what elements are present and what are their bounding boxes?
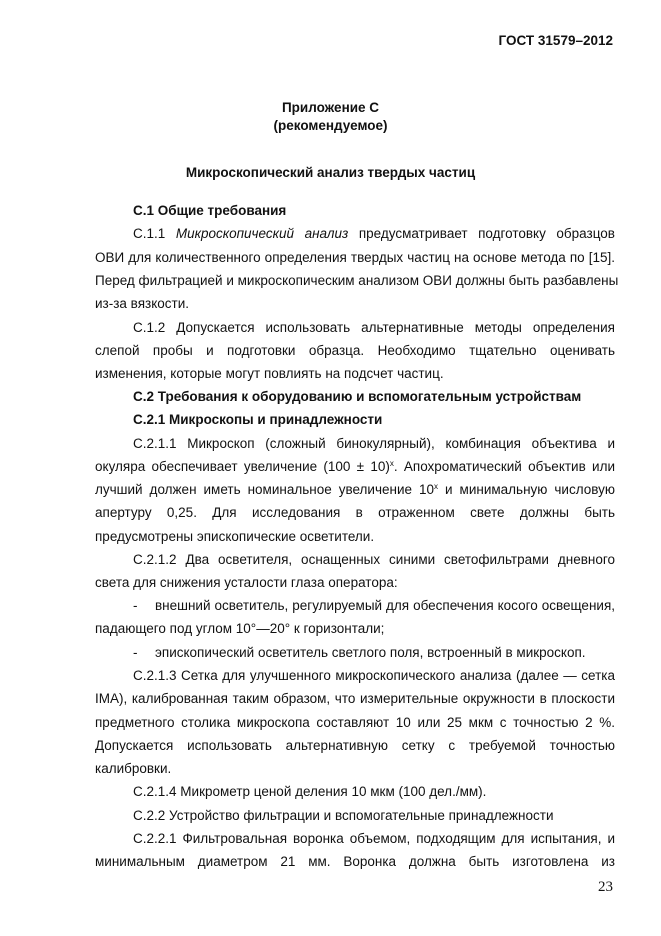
clause-number: С.1.1 [133, 226, 166, 241]
paragraph-c2-1-1-line-3 [95, 480, 615, 499]
paragraph-c2-1-3-line-4: Допускается использовать альтернативную сетку с требуемой точностью [95, 738, 615, 753]
superscript: х [434, 482, 439, 491]
text-run: предусматривает подготовку образцов [358, 226, 615, 241]
text-run: лучший должен иметь номинальное увеличение 10 [95, 482, 435, 497]
heading-c2: С.2 Требования к оборудованию и вспомогательным устройствам [133, 389, 582, 404]
paragraph-c1-2-line-3: изменения, которые могут повлиять на подсчет частиц. [95, 366, 444, 381]
paragraph-c2-1-2-line-2: света для снижения усталости глаза оператора: [95, 575, 398, 590]
paragraph-c1-2-line-1: С.1.2 Допускается использовать альтернативные методы определения [133, 320, 615, 335]
paragraph-c1-1-line-3: Перед фильтрацией и микроскопическим анализом ОВИ должны быть разбавлены [95, 273, 619, 288]
appendix-subtitle: (рекомендуемое) [273, 118, 388, 133]
paragraph-c1-2-line-2: слепой пробы и подготовки образца. Необходимо тщательно оценивать [95, 343, 615, 358]
paragraph-c2-1-1-line-4: апертуру 0,25. Для исследования в отраженном свете должны быть [95, 505, 615, 520]
paragraph-c2-1-4: С.2.1.4 Микрометр ценой деления 10 мкм (100 дел./мм). [133, 784, 487, 799]
section-title: Микроскопический анализ твердых частиц [185, 165, 476, 180]
text-run: . Апохроматический объектив или [393, 459, 615, 474]
paragraph-c1-1-line-2: ОВИ для количественного определения твердых частиц на основе метода по [15]. [95, 250, 615, 265]
paragraph-c2-1-1-line-2 [95, 457, 615, 476]
paragraph-c2-1-1-line-5: предусмотрены эпископические осветители. [95, 529, 375, 544]
emphasis-term: Микроскопический анализ [175, 226, 349, 241]
text-run: окуляра обеспечивает увеличение (100 ± 10) [95, 459, 390, 474]
paragraph-c2-1-3-line-5: калибровки. [95, 761, 172, 776]
paragraph-c2-2: С.2.2 Устройство фильтрации и вспомогательные принадлежности [133, 808, 554, 823]
paragraph-c2-1-3-line-1: С.2.1.3 Сетка для улучшенного микроскопического анализа (далее — сетка [133, 668, 615, 683]
list-dash: - [133, 645, 138, 660]
paragraph-c2-2-1-line-2: минимальным диаметром 21 мм. Воронка должна быть изготовлена из [95, 854, 615, 869]
superscript: х [389, 459, 394, 468]
list-item-1-line-2: падающего под углом 10°—20° к горизонтали; [95, 621, 385, 636]
list-item-2: эпископический осветитель светлого поля, встроенный в микроскоп. [155, 645, 586, 660]
paragraph-c2-2-1-line-1: С.2.2.1 Фильтровальная воронка объемом, подходящим для испытания, и [133, 831, 615, 846]
paragraph-c2-1-1-line-1: С.2.1.1 Микроскоп (сложный бинокулярный), комбинация объектива и [133, 436, 615, 451]
heading-c1: С.1 Общие требования [133, 203, 287, 218]
paragraph-c1-1-line-4: из-за вязкости. [95, 296, 189, 311]
heading-c2-1: С.2.1 Микроскопы и принадлежности [133, 412, 383, 427]
paragraph-c2-1-3-line-2: IMA), калиброванная таким образом, что измерительные окружности в плоскости [95, 691, 615, 706]
paragraph-c2-1-3-line-3: предметного столика микроскопа составляют 10 или 25 мкм с точностью 2 %. [95, 715, 615, 730]
page-number: 23 [598, 879, 613, 895]
list-dash: - [133, 598, 138, 613]
appendix-title: Приложение С [281, 100, 380, 115]
paragraph-c2-1-2-line-1: С.2.1.2 Два осветителя, оснащенных синими светофильтрами дневного [133, 552, 615, 567]
list-item-1-line-1: внешний осветитель, регулируемый для обеспечения косого освещения, [155, 598, 615, 613]
paragraph-c1-1-line-1 [133, 224, 615, 243]
text-run: и минимальную числовую [438, 482, 615, 497]
standard-designation: ГОСТ 31579–2012 [498, 33, 613, 48]
